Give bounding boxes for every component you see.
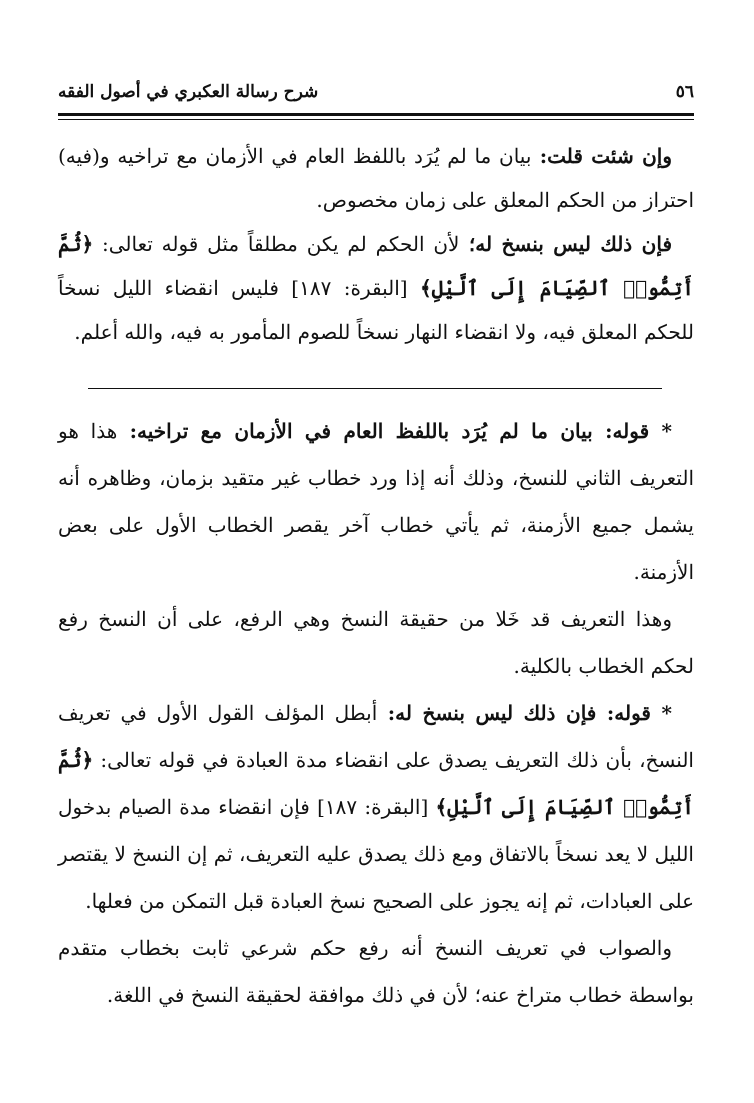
main-paragraph [58,222,694,354]
paragraph-lead: * قوله: بيان ما لم يُرَد باللفظ العام في الأزمان مع تراخيه: [117,419,672,443]
paragraph-text: أبطل المؤلف القول الأول في تعريف النسخ، بأن ذلك التعريف يصدق على انقضاء مدة العبادة في قوله تعالى: [58,701,694,772]
paragraph-text: فإن انقضاء مدة الصيام بدخول الليل لا يعد نسخاً بالاتفاق ومع ذلك يصدق عليه التعريف، ثم إن النسخ لا يقتصر على العبادات، ثم إنه يجوز على الصحيح نسخ العبادة قبل التمكن من فعلها. [58,795,694,913]
header-rule-thick [58,113,694,116]
commentary-paragraph [58,925,694,1019]
commentary-paragraph [58,408,694,596]
page-header [58,82,694,112]
paragraph-text: لأن الحكم لم يكن مطلقاً مثل قوله تعالى: [93,232,460,256]
paragraph-lead: فإن ذلك ليس بنسخ له؛ [459,232,672,256]
footnote-separator [88,388,662,389]
commentary-paragraph [58,690,694,925]
paragraph-lead: * قوله: فإن ذلك ليس بنسخ له: [377,701,672,725]
paragraph-text: والصواب في تعريف النسخ أنه رفع حكم شرعي ثابت بخطاب متقدم بواسطة خطاب متراخ عنه؛ لأن في ذلك موافقة لحقيقة النسخ في اللغة. [58,936,694,1007]
commentary-text [58,408,694,1019]
quran-verse: ﴿ثُمَّ أَتِمُّوا۟ ٱلصِّيَامَ إِلَى ٱلَّيْلِ﴾ [58,232,694,300]
main-paragraph [58,134,694,222]
quran-verse: ﴿ثُمَّ أَتِمُّوا۟ ٱلصِّيَامَ إِلَى ٱلَّيْلِ﴾ [58,748,694,819]
page-number: ٥٦ [675,82,694,102]
commentary-paragraph [58,596,694,690]
verse-reference: [البقرة: ١٨٧] [309,795,436,819]
verse-reference: [البقرة: ١٨٧] [278,276,421,300]
paragraph-text: فليس انقضاء الليل نسخاً للحكم المعلق فيه، ولا انقضاء النهار نسخاً للصوم المأمور به فيه، والله أعلم. [58,276,694,344]
main-text [58,134,694,354]
paragraph-text: هذا هو التعريف الثاني للنسخ، وذلك أنه إذا ورد خطاب غير متقيد بزمان، وظاهره أنه يشمل جميع الأزمنة، ثم يأتي خطاب آخر يقصر الخطاب الأول على بعض الأزمنة. [58,419,694,584]
paragraph-text: بيان ما لم يُرَد باللفظ العام في الأزمان مع تراخيه و(فيه) احتراز من الحكم المعلق على زمان مخصوص. [58,144,694,212]
paragraph-lead: وإن شئت قلت: [531,144,672,168]
header-rule-thin [58,119,694,120]
running-title: شرح رسالة العكبري في أصول الفقه [58,82,319,102]
paragraph-text: وهذا التعريف قد خَلا من حقيقة النسخ وهي الرفع، على أن النسخ رفع لحكم الخطاب بالكلية. [58,607,694,678]
